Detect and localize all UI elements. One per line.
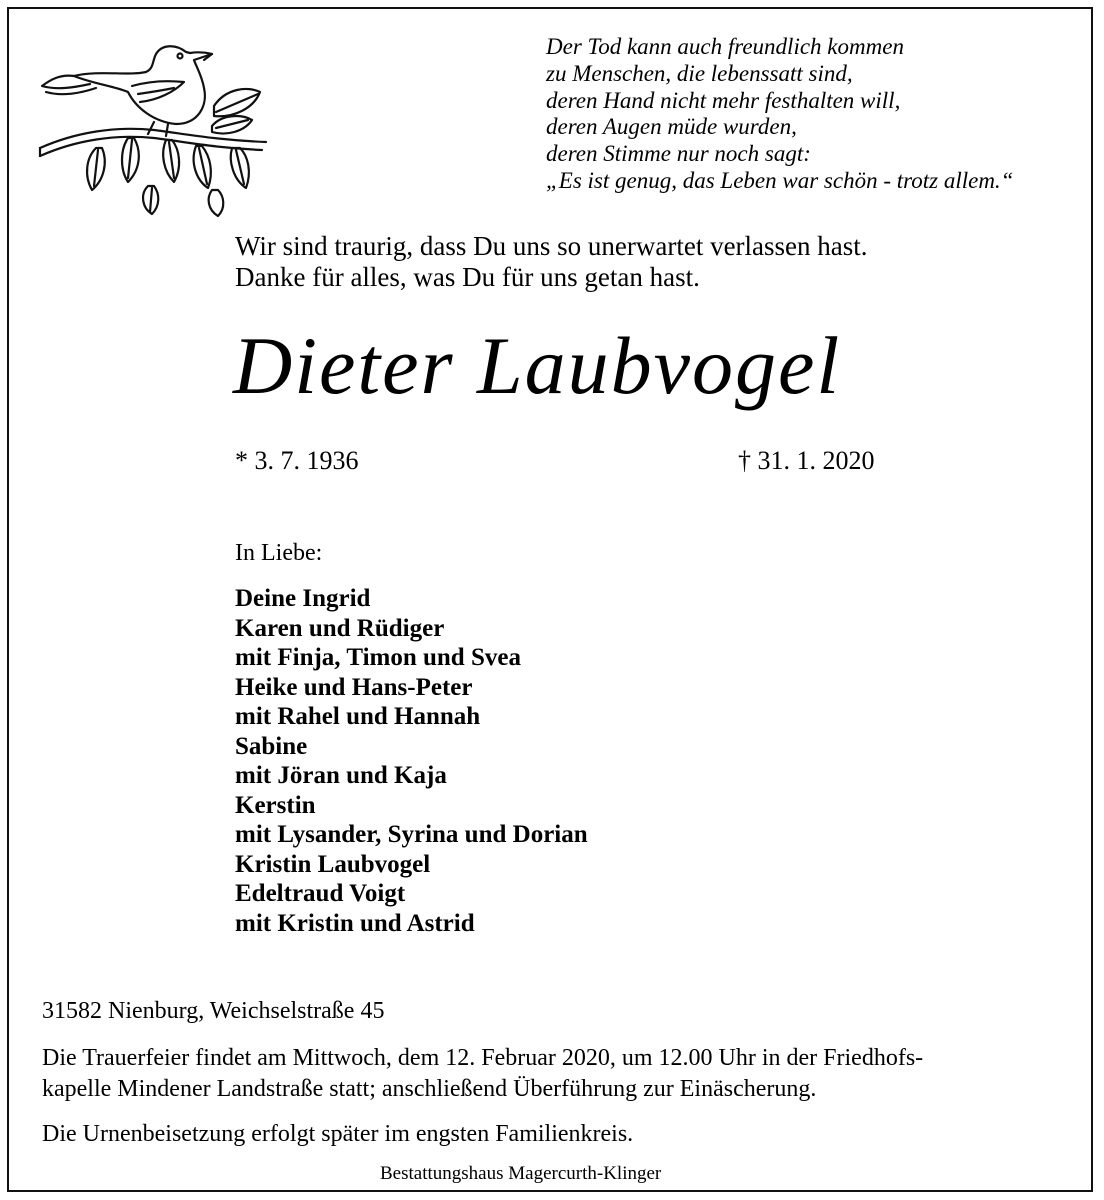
family-member: Edeltraud Voigt [235, 880, 406, 907]
deceased-name: Dieter Laubvogel [233, 320, 842, 411]
family-member: Kerstin [235, 791, 316, 819]
poem-line: zu Menschen, die lebenssatt sind, [546, 60, 853, 86]
ceremony-line: kapelle Mindener Landstraße statt; anschließend Überführung zur Einäscherung. [42, 1076, 817, 1102]
death-date: † 31. 1. 2020 [738, 446, 875, 475]
family-member: mit Lysander, Syrina und Dorian [235, 821, 588, 848]
urn-burial-info: Die Urnenbeisetzung erfolgt später im engsten Familienkreis. [42, 1121, 634, 1147]
ceremony-info [42, 1043, 923, 1105]
family-list [235, 584, 588, 938]
poem-line: deren Stimme nur noch sagt: [546, 141, 811, 167]
poem-line: deren Hand nicht mehr festhalten will, [546, 87, 901, 113]
poem-line: „Es ist genug, das Leben war schön - trotz allem.“ [546, 167, 1014, 193]
poem-line: Der Tod kann auch freundlich kommen [546, 34, 904, 59]
family-member: Heike und Hans-Peter [235, 673, 473, 701]
family-member: Kristin Laubvogel [235, 850, 431, 878]
family-member: mit Finja, Timon und Svea [235, 644, 521, 671]
funeral-home: Bestattungshaus Magercurth-Klinger [380, 1163, 662, 1184]
family-member: mit Rahel und Hannah [235, 703, 481, 730]
family-member: Sabine [235, 732, 308, 760]
birth-date: * 3. 7. 1936 [235, 446, 359, 475]
family-member: Karen und Rüdiger [235, 614, 445, 642]
address: 31582 Nienburg, Weichselstraße 45 [42, 998, 385, 1024]
intro-text [235, 231, 868, 293]
family-member: Deine Ingrid [235, 585, 371, 612]
poem [546, 34, 1013, 195]
in-love-label: In Liebe: [235, 540, 323, 566]
intro-line: Danke für alles, was Du für uns getan hast. [235, 262, 700, 292]
ceremony-line: Die Trauerfeier findet am Mittwoch, dem 12. Februar 2020, um 12.00 Uhr in der Friedhofs- [42, 1045, 924, 1071]
intro-line: Wir sind traurig, dass Du uns so unerwartet verlassen hast. [235, 231, 868, 261]
family-member: mit Jöran und Kaja [235, 762, 447, 789]
bird-on-branch-icon [36, 30, 276, 220]
family-member: mit Kristin und Astrid [235, 909, 475, 937]
poem-line: deren Augen müde wurden, [546, 114, 797, 140]
